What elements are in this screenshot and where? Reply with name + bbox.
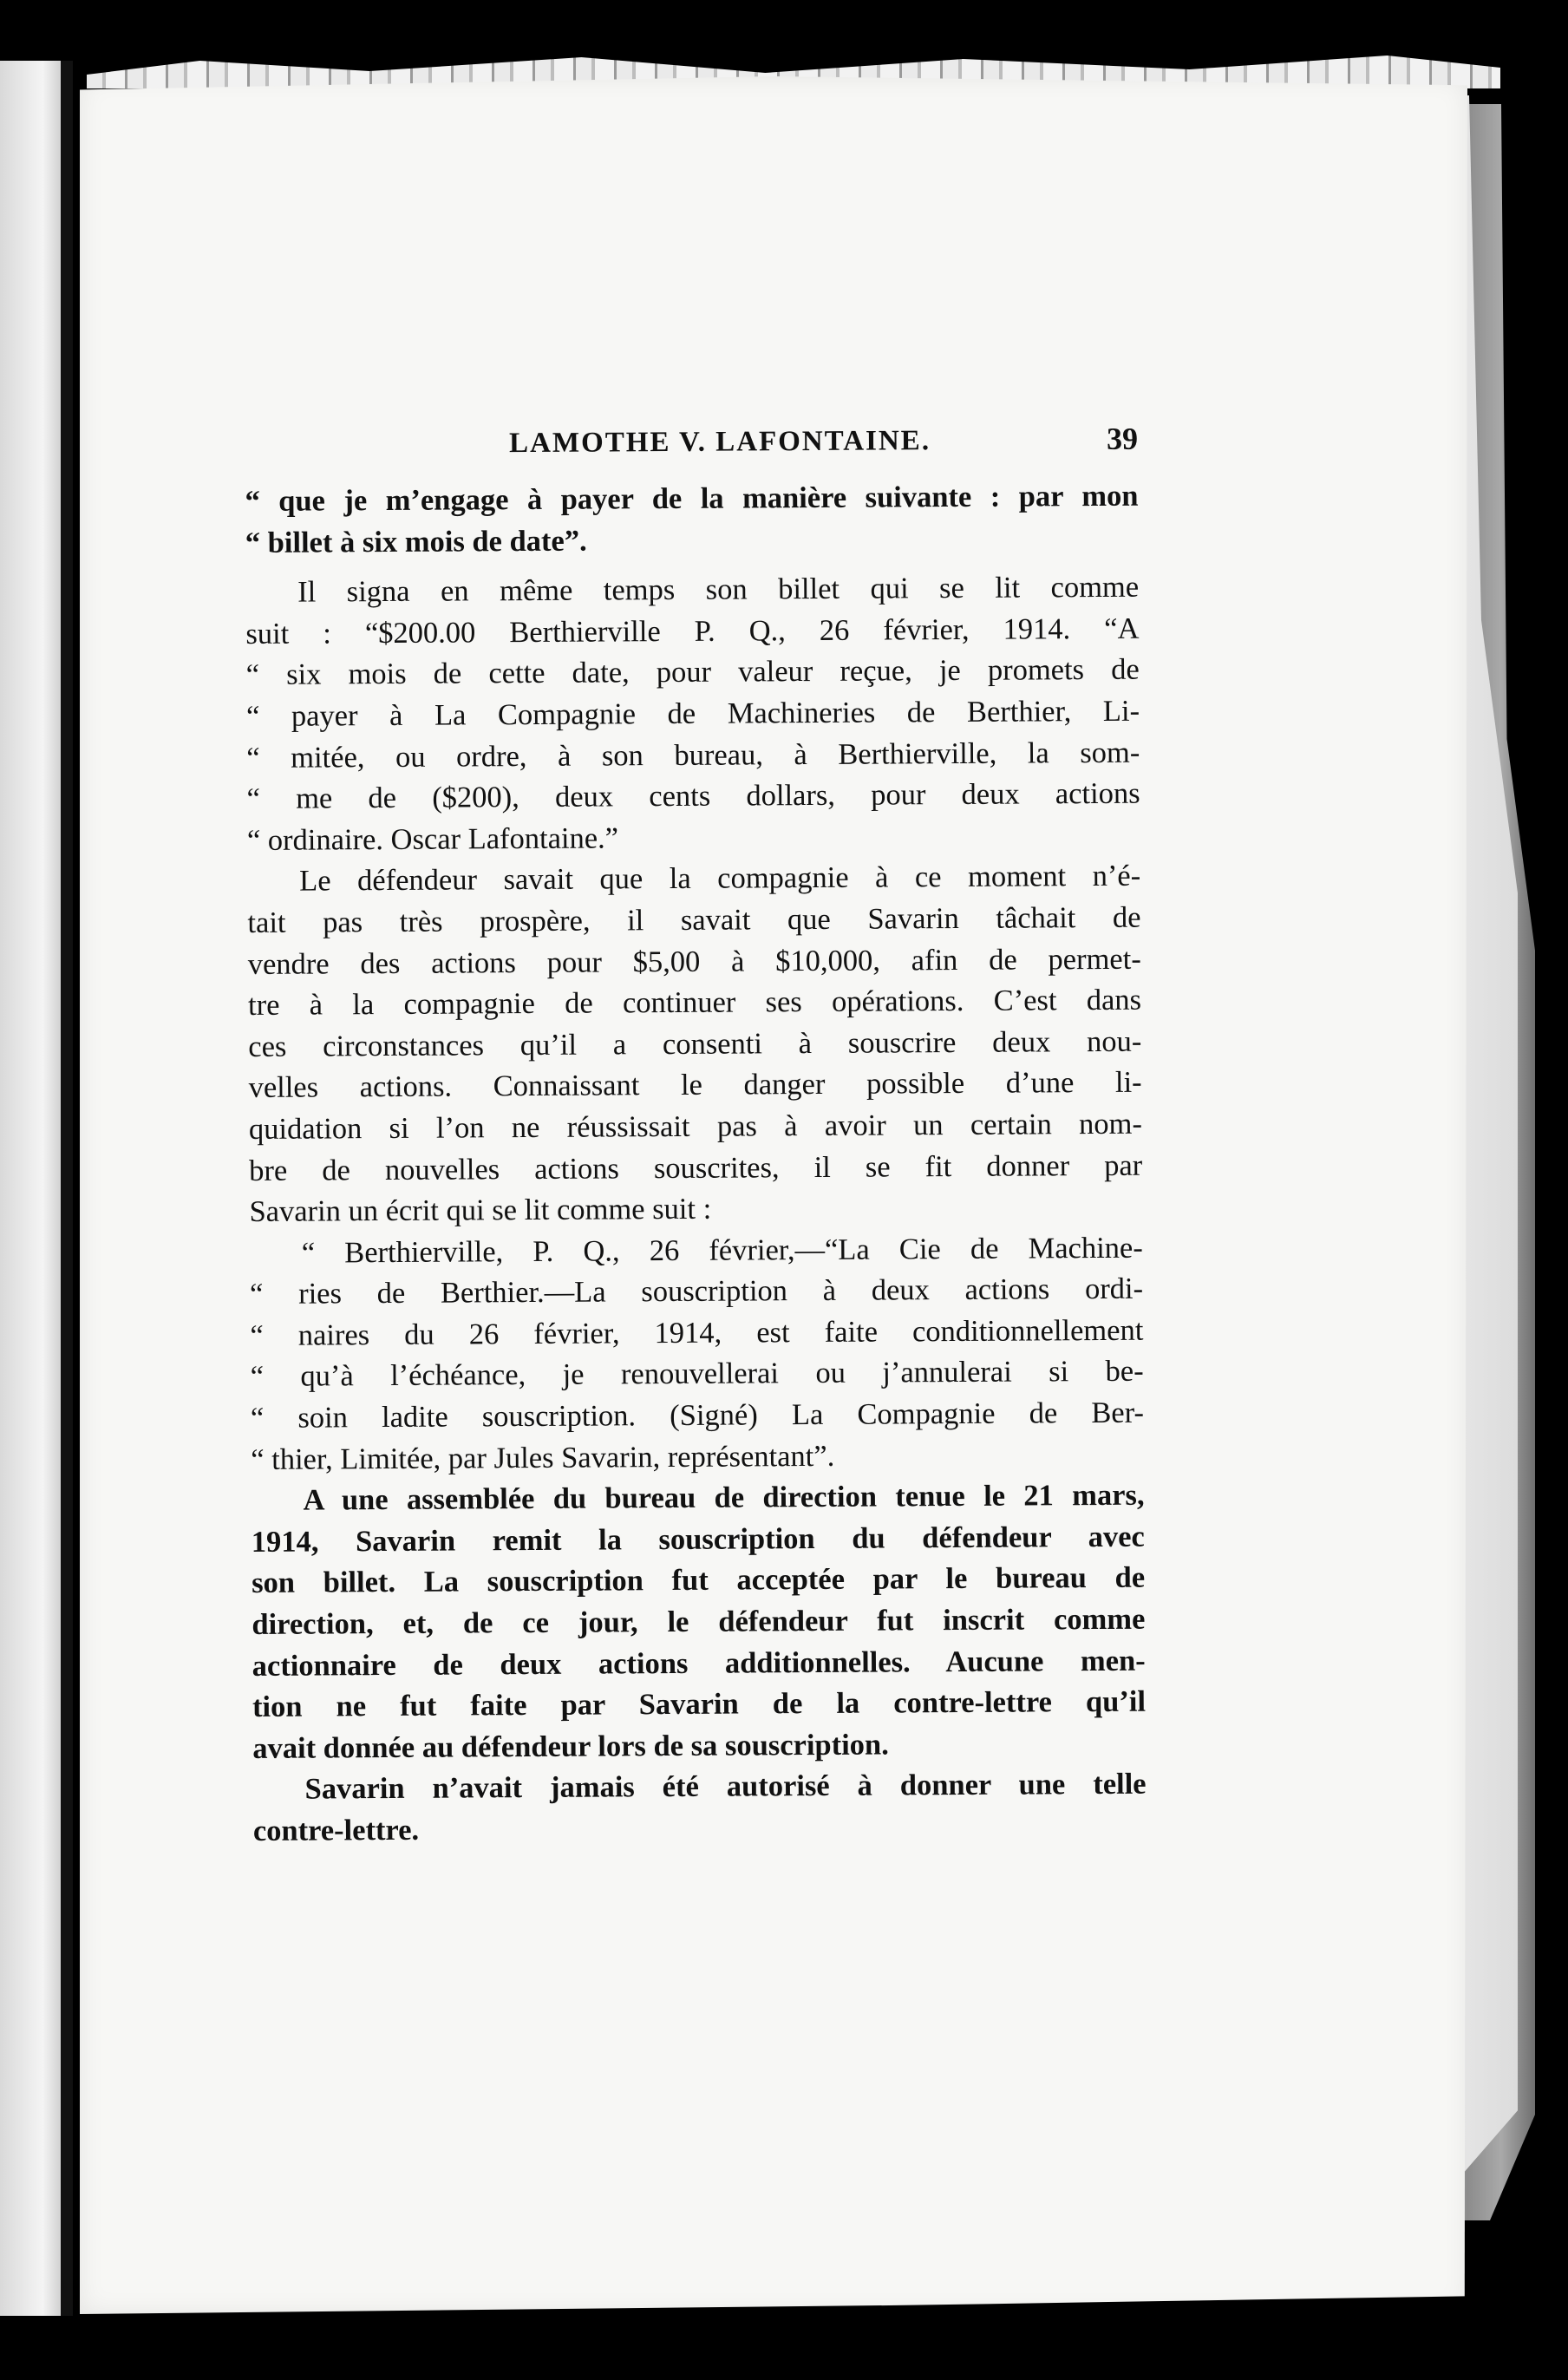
- text-line: velles actions. Connaissant le danger possible d’une li-: [248, 1066, 1142, 1105]
- page-number: 39: [1106, 421, 1139, 456]
- text-line: “ naires du 26 février, 1914, est faite conditionnellement: [250, 1313, 1144, 1352]
- text-line: “ soin ladite souscription. (Signé) La Compagnie de Ber-: [250, 1396, 1145, 1435]
- text-line: direction, et, de ce jour, le défendeur fut inscrit comme: [252, 1602, 1146, 1642]
- text-line: son billet. La souscription fut acceptée par le bureau de: [252, 1561, 1146, 1600]
- text-line: contre-lettre.: [252, 1813, 420, 1847]
- text-line: “ payer à La Compagnie de Machineries de Berthier, Li-: [245, 694, 1140, 733]
- page-content: [245, 421, 1147, 1853]
- binding-gutter: [61, 61, 73, 2316]
- text-line: vendre des actions pour $5,00 à $10,000, afin de permet-: [247, 942, 1141, 981]
- text-line: “ six mois de cette date, pour valeur reçue, je promets de: [245, 653, 1140, 692]
- text-line: avait donnée au défendeur lors de sa souscription.: [252, 1728, 889, 1765]
- text-line: actionnaire de deux actions additionnelles. Aucune men-: [252, 1644, 1146, 1683]
- text-line: ces circonstances qu’il a consenti à souscrire deux nou-: [248, 1024, 1142, 1063]
- text-line: “ ordinaire. Oscar Lafontaine.”: [246, 821, 619, 857]
- text-line: quidation si l’on ne réussissait pas à avoir un certain nom-: [248, 1107, 1143, 1146]
- text-line: Il signa en même temps son billet qui se lit comme: [297, 570, 1140, 609]
- text-line: “ Berthierville, P. Q., 26 février,—“La Cie de Machine-: [301, 1231, 1143, 1270]
- text-line: “ qu’à l’échéance, je renouvellerai ou j’annulerai si be-: [250, 1355, 1144, 1394]
- text-line: A une assemblée du bureau de direction tenue le 21 mars,: [303, 1478, 1145, 1517]
- text-line: Savarin un écrit qui se lit comme suit :: [249, 1192, 712, 1229]
- running-head-title: LAMOTHE V. LAFONTAINE.: [508, 425, 931, 460]
- text-line: “ mitée, ou ordre, à son bureau, à Berthierville, la som-: [246, 736, 1140, 775]
- text-line: tait pas très prospère, il savait que Savarin tâchait de: [247, 900, 1141, 939]
- running-head: [245, 421, 1139, 481]
- text-line: suit : “$200.00 Berthierville P. Q., 26 février, 1914. “A: [245, 611, 1140, 651]
- text-line: “ ries de Berthier.—La souscription à deux actions ordi-: [249, 1272, 1144, 1311]
- text-line: tre à la compagnie de continuer ses opérations. C’est dans: [247, 983, 1142, 1023]
- text-line: Le défendeur savait que la compagnie à ce moment n’é-: [299, 860, 1141, 898]
- text-line: “ me de ($200), deux cents dollars, pour deux actions: [246, 776, 1140, 816]
- body-text: [245, 476, 1147, 1853]
- text-line: “ que je m’engage à payer de la manière suivante : par mon: [245, 479, 1139, 518]
- text-line: bre de nouvelles actions souscrites, il se fit donner par: [249, 1148, 1143, 1187]
- text-line: Savarin n’avait jamais été autorisé à donner une telle: [304, 1768, 1147, 1807]
- text-line: 1914, Savarin remit la souscription du défendeur avec: [251, 1520, 1145, 1559]
- text-line: “ thier, Limitée, par Jules Savarin, représentant”.: [251, 1439, 835, 1476]
- text-line: tion ne fut faite par Savarin de la contre-lettre qu’il: [252, 1684, 1147, 1724]
- text-line: “ billet à six mois de date”.: [245, 524, 587, 559]
